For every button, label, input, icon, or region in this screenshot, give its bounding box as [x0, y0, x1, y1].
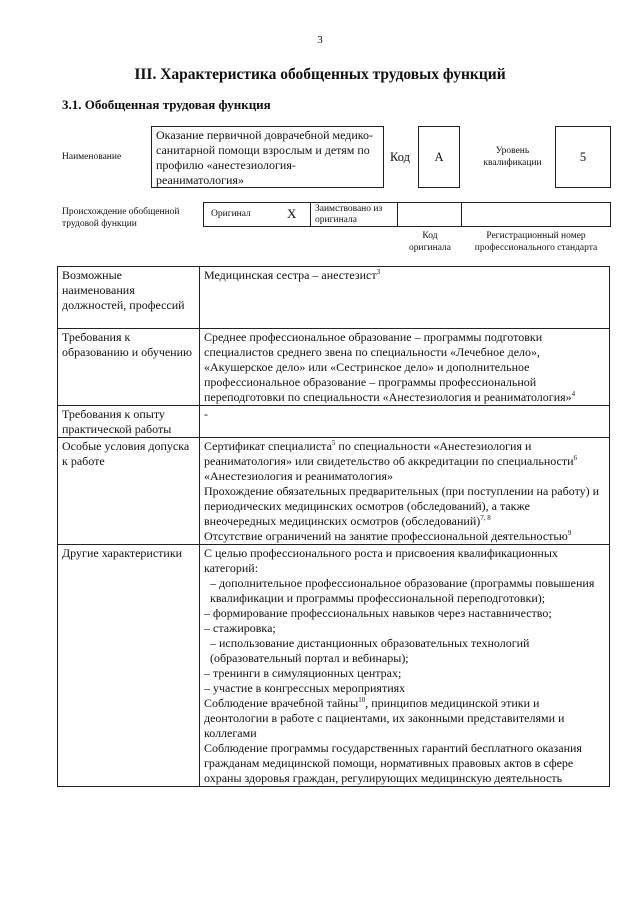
education-label: Требования к образованию и обучению: [58, 329, 200, 406]
other-value: [200, 545, 610, 787]
list-item: – дополнительное профессиональное образование (программы повышения квалификации и программы профессиональной переподготовки);: [210, 576, 595, 605]
conditions-label: Особые условия допуска к работе: [58, 438, 200, 545]
positions-text: Медицинская сестра – анестезист: [204, 268, 377, 282]
table-row: [58, 267, 610, 329]
conditions-text: Прохождение обязательных предварительных (при поступлении на работу) и периодических медицинских осмотров (обследований), а также внеочередных медицинских осмотров (обследований): [204, 484, 600, 528]
conditions-value: [200, 438, 610, 545]
conditions-text: «Анестезиология и реаниматология»: [204, 469, 393, 483]
table-row: [58, 438, 610, 545]
experience-label: Требования к опыту практической работы: [58, 406, 200, 438]
table-row: [58, 545, 610, 787]
footnote-ref: 10: [358, 696, 366, 704]
section-title: III. Характеристика обобщенных трудовых функций: [134, 66, 506, 83]
conditions-no-restrictions: [204, 529, 605, 544]
conditions-text: Сертификат специалиста: [204, 439, 332, 453]
name-label: Наименование: [62, 152, 122, 162]
list-item: – тренинги в симуляционных центрах;: [204, 666, 402, 680]
footnote-ref: 5: [331, 439, 336, 447]
level-label-line1: Уровень: [495, 146, 530, 156]
conditions-text: по специальности «Анестезиология и реаниматология» или свидетельство об аккредитации по специальности: [204, 439, 574, 468]
list-item: – участие в конгрессных мероприятиях: [204, 681, 406, 695]
conditions-certificate: [204, 439, 605, 484]
registration-number-caption: [462, 230, 610, 254]
code-label: Код: [390, 150, 410, 164]
footnote-ref: 4: [571, 390, 576, 398]
original-code-cell: [397, 202, 462, 227]
subsection-title: 3.1. Обобщенная трудовая функция: [62, 97, 271, 112]
other-text: , принципов медицинской этики и деонтологии в работе с пациентами, их законными представителями и коллегами: [204, 696, 565, 740]
original-code-caption: [405, 230, 455, 254]
code-value: А: [434, 149, 444, 164]
caption-code-line1: Код: [422, 231, 438, 241]
characteristics-table: [57, 266, 610, 787]
code-value-box: [418, 126, 460, 188]
table-row: [58, 329, 610, 406]
page-number: 3: [317, 34, 323, 46]
other-guarantees: Соблюдение программы государственных гарантий бесплатного оказания гражданам медицинской помощи, нормативных правовых актов в сфере охраны здоровья граждан, регулирующих медицинскую деятельность: [204, 741, 582, 785]
function-name-value: Оказание первичной доврачебной медико-санитарной помощи взрослым и детям по профилю «анестезиология-реаниматология»: [151, 126, 384, 188]
footnote-ref: 7, 8: [480, 514, 491, 522]
footnote-ref: 3: [376, 268, 381, 276]
education-value: [200, 329, 610, 406]
original-label: Оригинал: [211, 209, 251, 219]
caption-code-line2: оригинала: [409, 243, 451, 253]
registration-number-cell: [461, 202, 611, 227]
qualification-level-label: [465, 145, 560, 169]
conditions-text: Отсутствие ограничений на занятие профессиональной деятельностью: [204, 529, 568, 543]
borrowed-cell: Заимствовано из оригинала: [310, 202, 398, 227]
qualification-level-box: [555, 126, 611, 188]
positions-label: Возможные наименования должностей, профессий: [58, 267, 200, 329]
list-item: – стажировка;: [204, 621, 276, 635]
conditions-medical-exams: [204, 484, 605, 529]
other-label: Другие характеристики: [58, 545, 200, 787]
other-intro: С целью профессионального роста и присвоения квалификационных категорий:: [204, 546, 558, 575]
footnote-ref: 9: [567, 529, 572, 537]
other-text: Соблюдение врачебной тайны: [204, 696, 359, 710]
qualification-level-value: 5: [579, 149, 587, 164]
other-confidentiality: [204, 696, 605, 741]
list-item: – использование дистанционных образовательных технологий (образовательный портал и вебинары);: [210, 636, 530, 665]
original-cell: [203, 202, 311, 227]
level-label-line2: квалификации: [483, 158, 542, 168]
education-text: Среднее профессиональное образование – программы подготовки специалистов среднего звена по специальности «Лечебное дело», «Акушерское дело» или «Сестринское дело» и дополнительное профессиональное образование – программы профессиональной переподготовки по специальности «Анестезиология и реаниматология»: [204, 330, 572, 404]
experience-value: -: [200, 406, 610, 438]
caption-reg-line2: профессионального стандарта: [474, 243, 598, 253]
original-mark: X: [287, 206, 297, 221]
positions-value: [200, 267, 610, 329]
origin-row: [203, 202, 611, 227]
list-item: – формирование профессиональных навыков через наставничество;: [204, 606, 552, 620]
footnote-ref: 6: [573, 454, 578, 462]
caption-reg-line1: Регистрационный номер: [486, 231, 586, 241]
origin-label: Происхождение обобщенной трудовой функции: [62, 207, 180, 229]
table-row: [58, 406, 610, 438]
